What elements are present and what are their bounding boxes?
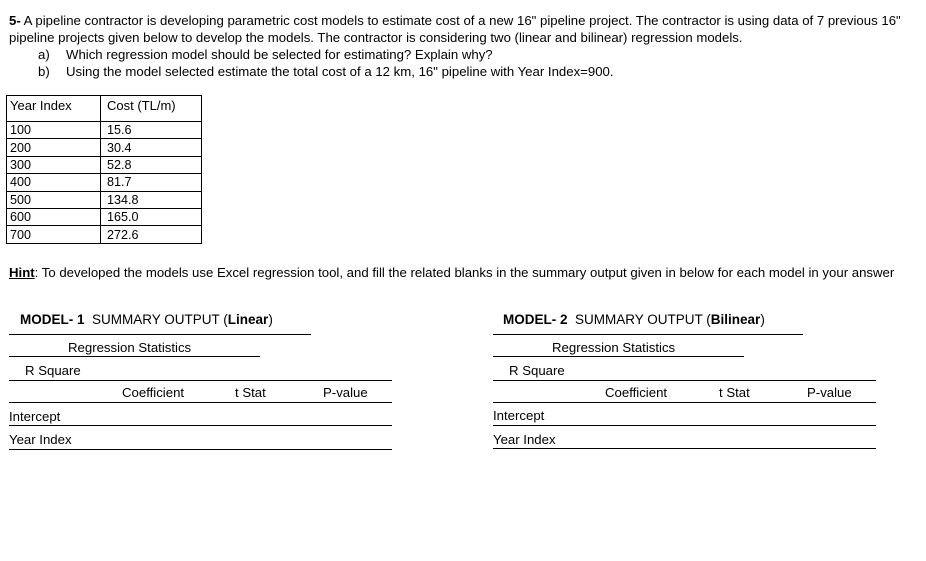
table-row: [7, 208, 202, 225]
model2-row-year-index: Year Index: [493, 432, 556, 447]
model2-yearindex-rule: [493, 448, 876, 449]
table-row: [7, 156, 202, 173]
cell-year-index: 200: [7, 139, 101, 156]
cell-cost: 134.8: [101, 191, 202, 208]
table-row: [7, 174, 202, 191]
table-row: [7, 226, 202, 243]
model2-rsquare-rule: [493, 380, 876, 381]
model1-rsquare-rule: [9, 380, 392, 381]
model2-title-end: ): [760, 312, 765, 327]
part-b-text: Using the model selected estimate the total cost of a 12 km, 16" pipeline with Year Index=900.: [66, 64, 614, 79]
model1-colhead-rule: [9, 402, 392, 403]
cell-year-index: 500: [7, 191, 101, 208]
part-b-label: b): [38, 64, 50, 79]
model2-title-rule: [493, 334, 803, 335]
model2-regstats-rule: [493, 356, 744, 357]
header-cost: Cost (TL/m): [101, 96, 202, 122]
table-row: [7, 139, 202, 156]
data-table: [6, 95, 202, 244]
table-row: [7, 122, 202, 139]
model2-colhead-rule: [493, 402, 876, 403]
model2-title: [503, 312, 765, 327]
question-part-b: [38, 64, 614, 80]
hint-body: : To developed the models use Excel regression tool, and fill the related blanks in the summary output given in below for each model in your answer: [34, 265, 895, 280]
model1-title-end: ): [268, 312, 273, 327]
question-part-a: [38, 47, 493, 63]
question-body: A pipeline contractor is developing parametric cost models to estimate cost of a new 16" pipeline project. The contractor is using data of 7 previous 16" pipeline projects given below to develop the models. The contractor is considering two (linear and bilinear) regression models.: [9, 13, 901, 45]
cell-cost: 30.4: [101, 139, 202, 156]
cell-year-index: 400: [7, 174, 101, 191]
question-text: [9, 13, 917, 46]
model2-col-coefficient: Coefficient: [605, 385, 668, 400]
model1-title-mid: SUMMARY OUTPUT (: [84, 312, 228, 327]
part-a-text: Which regression model should be selected for estimating? Explain why?: [66, 47, 493, 62]
model2-r-square-label: R Square: [509, 363, 565, 378]
model1-regstats-rule: [9, 356, 260, 357]
model1-title: [20, 312, 273, 327]
model1-col-coefficient: Coefficient: [122, 385, 185, 400]
model2-intercept-rule: [493, 425, 876, 426]
model1-yearindex-rule: [9, 449, 392, 450]
model1-row-year-index: Year Index: [9, 432, 72, 447]
cell-year-index: 600: [7, 208, 101, 225]
model1-row-intercept: Intercept: [9, 409, 61, 424]
part-a-label: a): [38, 47, 50, 62]
model1-title-prefix: MODEL- 1: [20, 312, 85, 327]
table-row: [7, 191, 202, 208]
cell-year-index: 100: [7, 122, 101, 139]
cell-cost: 165.0: [101, 208, 202, 225]
model1-intercept-rule: [9, 425, 392, 426]
cell-year-index: 300: [7, 156, 101, 173]
model2-row-intercept: Intercept: [493, 408, 545, 423]
model1-col-pvalue: P-value: [323, 385, 368, 400]
model1-regression-statistics: Regression Statistics: [68, 340, 192, 355]
table-header-row: [7, 96, 202, 122]
model1-col-tstat: t Stat: [235, 385, 266, 400]
model2-regression-statistics: Regression Statistics: [552, 340, 676, 355]
model1-r-square-label: R Square: [25, 363, 81, 378]
cell-year-index: 700: [7, 226, 101, 243]
hint-text: [9, 264, 917, 282]
model1-title-rule: [9, 334, 311, 335]
cell-cost: 81.7: [101, 174, 202, 191]
model2-title-prefix: MODEL- 2: [503, 312, 568, 327]
model2-col-tstat: t Stat: [719, 385, 750, 400]
model2-title-mid: SUMMARY OUTPUT (: [567, 312, 711, 327]
cell-cost: 52.8: [101, 156, 202, 173]
model2-title-type: Bilinear: [710, 312, 761, 327]
header-year-index: Year Index: [7, 96, 101, 122]
cell-cost: 272.6: [101, 226, 202, 243]
cell-cost: 15.6: [101, 122, 202, 139]
model1-title-type: Linear: [227, 312, 269, 327]
question-number: 5-: [9, 13, 21, 28]
model2-col-pvalue: P-value: [807, 385, 852, 400]
hint-label: Hint: [9, 265, 35, 280]
